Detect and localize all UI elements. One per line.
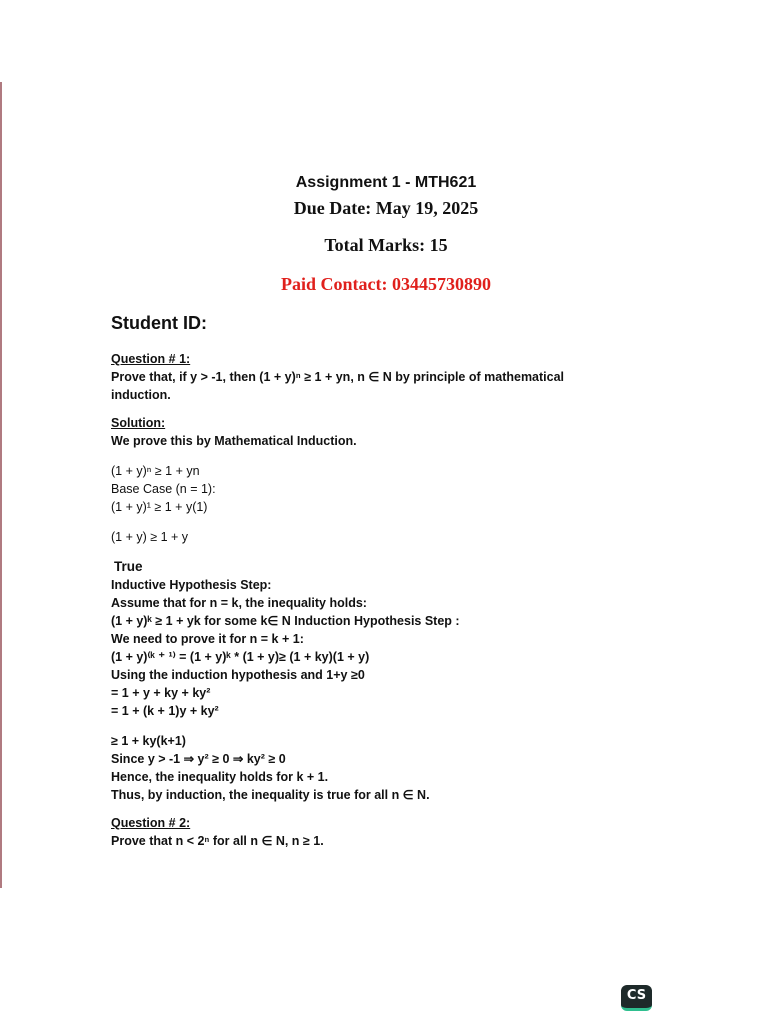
student-id-label: Student ID:	[111, 313, 207, 333]
solution-line: Since y > -1 ⇒ y² ≥ 0 ⇒ ky² ≥ 0	[111, 752, 286, 766]
question-1-text: Prove that, if y > -1, then (1 + y)ⁿ ≥ 1 + yn, n ∈ N by principle of mathematical	[111, 370, 565, 384]
document-body	[111, 350, 631, 850]
solution-line: We need to prove it for n = k + 1:	[111, 632, 304, 646]
solution-line: (1 + y)ⁿ ≥ 1 + yn	[111, 464, 200, 478]
question-1-heading: Question # 1:	[111, 352, 191, 366]
solution-line: True	[114, 559, 143, 574]
total-marks: Total Marks: 15	[324, 235, 448, 255]
assignment-title: Assignment 1 - MTH621	[295, 174, 477, 191]
solution-line: ≥ 1 + ky(k+1)	[111, 734, 186, 748]
solution-line: = 1 + (k + 1)y + ky²	[111, 704, 219, 718]
question-2-heading: Question # 2:	[111, 816, 191, 830]
question-2-text: Prove that n < 2ⁿ for all n ∈ N, n ≥ 1.	[111, 834, 324, 848]
solution-line: (1 + y) ≥ 1 + y	[111, 530, 189, 544]
solution-line: Inductive Hypothesis Step:	[111, 578, 272, 592]
solution-line: (1 + y)ᵏ ≥ 1 + yk for some k∈ N Induction Hypothesis Step :	[111, 614, 460, 628]
solution-line: Base Case (n = 1):	[111, 482, 216, 496]
solution-line: Assume that for n = k, the inequality holds:	[111, 596, 367, 610]
solution-line: (1 + y)¹ ≥ 1 + y(1)	[111, 500, 208, 514]
solution-line: = 1 + y + ky + ky²	[111, 686, 211, 700]
solution-line: (1 + y)⁽ᵏ ⁺ ¹⁾ = (1 + y)ᵏ * (1 + y)≥ (1 + ky)(1 + y)	[111, 650, 370, 664]
question-1-text-cont: induction.	[111, 388, 171, 402]
solution-line: Hence, the inequality holds for k + 1.	[111, 770, 329, 784]
due-date: Due Date: May 19, 2025	[293, 198, 479, 218]
paid-contact: Paid Contact: 03445730890	[281, 274, 491, 294]
solution-line: Thus, by induction, the inequality is true for all n ∈ N.	[111, 788, 430, 802]
solution-heading: Solution:	[111, 416, 166, 430]
solution-intro: We prove this by Mathematical Induction.	[111, 434, 357, 448]
solution-line: Using the induction hypothesis and 1+y ≥0	[111, 668, 365, 682]
camscanner-logo-icon: CS	[621, 985, 652, 1011]
